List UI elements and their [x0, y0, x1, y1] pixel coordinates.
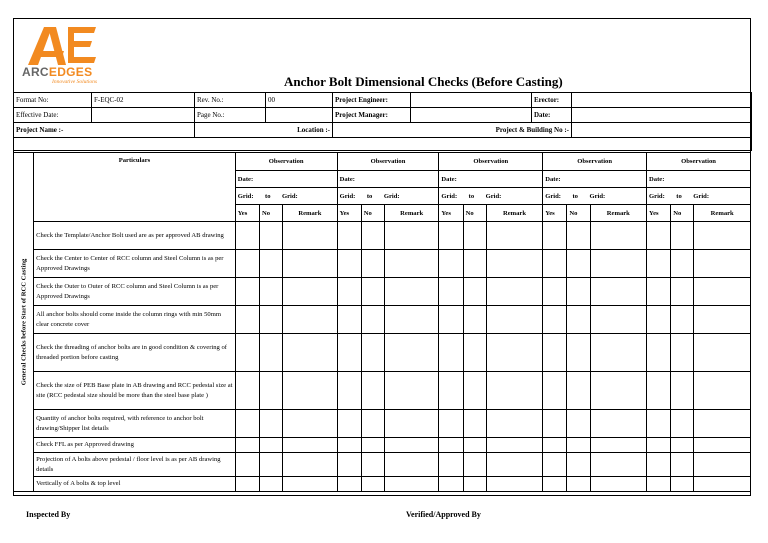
no-cell[interactable] [671, 372, 694, 410]
remark-header: Remark [384, 205, 438, 222]
no-cell[interactable] [259, 278, 282, 306]
remark-cell[interactable] [283, 222, 337, 250]
observation-header: Observation [439, 153, 543, 171]
yes-cell[interactable] [647, 222, 671, 250]
yes-cell[interactable] [337, 438, 361, 453]
check-row [14, 278, 751, 306]
remark-cell[interactable] [590, 250, 646, 278]
remark-cell[interactable] [283, 278, 337, 306]
remark-cell[interactable] [486, 222, 542, 250]
yes-cell[interactable] [647, 250, 671, 278]
remark-cell[interactable] [486, 438, 542, 453]
remark-cell[interactable] [486, 477, 542, 492]
yes-header: Yes [337, 205, 361, 222]
check-description: Check the threading of anchor bolts are in good condition & covering of threaded portion before casting [34, 334, 236, 372]
remark-cell[interactable] [694, 410, 751, 438]
yes-cell[interactable] [647, 477, 671, 492]
remark-cell[interactable] [590, 453, 646, 477]
yes-cell[interactable] [543, 438, 567, 453]
observation-date[interactable]: Date: [647, 171, 751, 188]
remark-cell[interactable] [384, 250, 438, 278]
yes-cell[interactable] [235, 410, 259, 438]
yes-cell[interactable] [337, 453, 361, 477]
observation-date[interactable]: Date: [439, 171, 543, 188]
yes-cell[interactable] [337, 410, 361, 438]
check-description: Check the Template/Anchor Bolt used are as per approved AB drawing [34, 222, 236, 250]
no-cell[interactable] [567, 222, 590, 250]
no-cell[interactable] [567, 250, 590, 278]
yes-cell[interactable] [439, 278, 463, 306]
no-cell[interactable] [567, 438, 590, 453]
yes-cell[interactable] [543, 334, 567, 372]
observation-grid[interactable] [235, 188, 337, 205]
format-no-value: F-EQC-02 [92, 93, 195, 108]
check-description: Check the Outer to Outer of RCC column and Steel Column is as per Approved Drawings [34, 278, 236, 306]
manager-date-label: Date: [532, 108, 572, 123]
yes-header: Yes [543, 205, 567, 222]
grid-range [238, 193, 298, 200]
no-header: No [463, 205, 486, 222]
erector-label: Erector: [532, 93, 572, 108]
no-header: No [671, 205, 694, 222]
no-cell[interactable] [671, 453, 694, 477]
no-cell[interactable] [671, 306, 694, 334]
check-description: Check the size of PEB Base plate in AB drawing and RCC pedestal size at site (RCC pedestal size should be more than the steel base plate ) [34, 372, 236, 410]
side-label: General Checks before Start of RCC Casting [20, 258, 28, 386]
manager-date-field[interactable] [572, 108, 752, 123]
company-logo [14, 19, 144, 91]
no-cell[interactable] [671, 477, 694, 492]
yes-cell[interactable] [235, 453, 259, 477]
yes-header: Yes [647, 205, 671, 222]
project-name-label: Project Name :- [14, 123, 195, 138]
grid-end-label: Grid: [693, 192, 710, 200]
remark-header: Remark [590, 205, 646, 222]
no-cell[interactable] [361, 453, 384, 477]
inspected-by-label: Inspected By [26, 510, 71, 519]
remark-cell[interactable] [694, 438, 751, 453]
effective-date-label: Effective Date: [14, 108, 92, 123]
check-description: Projection of A bolts above pedestal / floor level is as per AB drawing details [34, 453, 236, 477]
no-cell[interactable] [671, 438, 694, 453]
yes-cell[interactable] [235, 438, 259, 453]
check-description: Vertically of A bolts & top level [34, 477, 236, 492]
remark-cell[interactable] [694, 453, 751, 477]
yes-cell[interactable] [543, 410, 567, 438]
no-cell[interactable] [361, 438, 384, 453]
grid-to-label: to [676, 192, 682, 200]
remark-cell[interactable] [486, 334, 542, 372]
observation-date[interactable]: Date: [543, 171, 647, 188]
remark-cell[interactable] [590, 410, 646, 438]
grid-range [649, 193, 709, 200]
no-cell[interactable] [259, 250, 282, 278]
yes-cell[interactable] [439, 438, 463, 453]
no-cell[interactable] [463, 278, 486, 306]
yes-cell[interactable] [543, 278, 567, 306]
no-cell[interactable] [463, 306, 486, 334]
remark-cell[interactable] [694, 250, 751, 278]
no-cell[interactable] [361, 250, 384, 278]
no-cell[interactable] [259, 222, 282, 250]
no-cell[interactable] [567, 410, 590, 438]
yes-cell[interactable] [543, 453, 567, 477]
spacer-row [14, 138, 752, 151]
no-header: No [361, 205, 384, 222]
no-cell[interactable] [567, 453, 590, 477]
observation-header: Observation [543, 153, 647, 171]
no-cell[interactable] [567, 306, 590, 334]
remark-cell[interactable] [384, 410, 438, 438]
remark-cell[interactable] [486, 453, 542, 477]
check-row [14, 438, 751, 453]
yes-cell[interactable] [235, 477, 259, 492]
remark-cell[interactable] [384, 372, 438, 410]
no-cell[interactable] [463, 334, 486, 372]
observation-grid[interactable] [337, 188, 439, 205]
remark-cell[interactable] [283, 438, 337, 453]
yes-cell[interactable] [439, 372, 463, 410]
grid-from-label: Grid: [545, 192, 561, 200]
no-header: No [567, 205, 590, 222]
checks-table [13, 152, 751, 492]
yes-cell[interactable] [543, 250, 567, 278]
remark-cell[interactable] [694, 278, 751, 306]
no-cell[interactable] [259, 477, 282, 492]
no-cell[interactable] [671, 410, 694, 438]
remark-cell[interactable] [384, 453, 438, 477]
yes-cell[interactable] [337, 278, 361, 306]
page-no-field[interactable] [266, 108, 333, 123]
format-no-label: Format No: [14, 93, 92, 108]
remark-cell[interactable] [384, 477, 438, 492]
grid-to-label: to [572, 192, 578, 200]
observation-grid[interactable] [439, 188, 543, 205]
check-description: Quantity of anchor bolts required, with reference to anchor bolt drawing/Shipper list details [34, 410, 236, 438]
remark-cell[interactable] [486, 278, 542, 306]
observation-header: Observation [235, 153, 337, 171]
project-engineer-field[interactable] [411, 93, 532, 108]
yes-cell[interactable] [235, 278, 259, 306]
grid-end-label: Grid: [485, 192, 502, 200]
remark-cell[interactable] [283, 334, 337, 372]
form-sheet [13, 18, 751, 496]
check-row [14, 372, 751, 410]
remark-cell[interactable] [384, 438, 438, 453]
logo-wordmark [22, 65, 92, 79]
remark-cell[interactable] [590, 278, 646, 306]
observation-header: Observation [647, 153, 751, 171]
yes-cell[interactable] [337, 477, 361, 492]
observation-grid[interactable] [543, 188, 647, 205]
grid-from-label: Grid: [649, 192, 665, 200]
remark-cell[interactable] [283, 453, 337, 477]
no-cell[interactable] [463, 410, 486, 438]
check-row [14, 222, 751, 250]
no-cell[interactable] [361, 222, 384, 250]
yes-cell[interactable] [647, 278, 671, 306]
yes-cell[interactable] [439, 306, 463, 334]
rev-no-label: Rev. No.: [195, 93, 266, 108]
yes-cell[interactable] [647, 372, 671, 410]
observation-header: Observation [337, 153, 439, 171]
yes-cell[interactable] [337, 222, 361, 250]
project-building-field[interactable] [572, 123, 752, 138]
location-label: Location :- [195, 123, 333, 138]
remark-cell[interactable] [590, 372, 646, 410]
no-cell[interactable] [671, 334, 694, 372]
remark-cell[interactable] [590, 222, 646, 250]
info-table [13, 92, 752, 151]
project-manager-field[interactable] [411, 108, 532, 123]
no-cell[interactable] [361, 306, 384, 334]
grid-from-label: Grid: [237, 192, 254, 200]
yes-cell[interactable] [543, 372, 567, 410]
no-cell[interactable] [259, 306, 282, 334]
side-label-cell [14, 153, 34, 492]
grid-range [545, 193, 605, 200]
project-building-label: Project & Building No :- [333, 123, 572, 138]
document-title: Anchor Bolt Dimensional Checks (Before Casting) [284, 74, 563, 89]
remark-cell[interactable] [486, 372, 542, 410]
grid-to-label: to [265, 192, 271, 200]
yes-cell[interactable] [337, 334, 361, 372]
no-cell[interactable] [567, 372, 590, 410]
remark-cell[interactable] [590, 306, 646, 334]
remark-cell[interactable] [590, 438, 646, 453]
logo-edges: EDGES [48, 65, 93, 79]
remark-header: Remark [283, 205, 337, 222]
no-cell[interactable] [259, 410, 282, 438]
yes-cell[interactable] [439, 477, 463, 492]
rev-no-value: 00 [266, 93, 333, 108]
no-cell[interactable] [361, 477, 384, 492]
no-cell[interactable] [361, 334, 384, 372]
yes-cell[interactable] [337, 250, 361, 278]
yes-cell[interactable] [647, 438, 671, 453]
yes-cell[interactable] [235, 222, 259, 250]
check-row [14, 453, 751, 477]
yes-cell[interactable] [543, 477, 567, 492]
effective-date-field[interactable] [92, 108, 195, 123]
remark-cell[interactable] [283, 477, 337, 492]
remark-cell[interactable] [283, 372, 337, 410]
check-row [14, 306, 751, 334]
no-cell[interactable] [567, 278, 590, 306]
particulars-header: Particulars [34, 153, 236, 222]
remark-cell[interactable] [384, 278, 438, 306]
yes-cell[interactable] [337, 306, 361, 334]
yes-cell[interactable] [439, 453, 463, 477]
remark-cell[interactable] [694, 222, 751, 250]
yes-cell[interactable] [439, 334, 463, 372]
no-cell[interactable] [259, 372, 282, 410]
check-description: All anchor bolts should come inside the column rings with min 50mm clear concrete cover [34, 306, 236, 334]
grid-to-label: to [366, 192, 373, 200]
check-row [14, 334, 751, 372]
check-row [14, 250, 751, 278]
no-cell[interactable] [671, 222, 694, 250]
yes-cell[interactable] [439, 250, 463, 278]
yes-header: Yes [235, 205, 259, 222]
grid-from-label: Grid: [339, 192, 356, 200]
grid-end-label: Grid: [282, 192, 298, 200]
yes-cell[interactable] [337, 372, 361, 410]
yes-cell[interactable] [235, 372, 259, 410]
header-row [14, 153, 751, 171]
remark-cell[interactable] [283, 250, 337, 278]
remark-cell[interactable] [486, 250, 542, 278]
grid-from-label: Grid: [441, 192, 458, 200]
erector-field[interactable] [572, 93, 752, 108]
no-cell[interactable] [259, 334, 282, 372]
yes-cell[interactable] [647, 334, 671, 372]
no-cell[interactable] [259, 438, 282, 453]
check-row [14, 410, 751, 438]
observation-date[interactable]: Date: [337, 171, 439, 188]
logo-arc: ARC [22, 65, 49, 79]
verified-by-label: Verified/Approved By [406, 510, 481, 519]
grid-end-label: Grid: [383, 192, 400, 200]
check-description: Check FFL as per Approved drawing [34, 438, 236, 453]
yes-cell[interactable] [647, 306, 671, 334]
no-header: No [259, 205, 282, 222]
remark-cell[interactable] [384, 334, 438, 372]
no-cell[interactable] [463, 250, 486, 278]
grid-end-label: Grid: [589, 192, 606, 200]
project-manager-label: Project Manager: [333, 108, 411, 123]
no-cell[interactable] [259, 453, 282, 477]
project-engineer-label: Project Engineer: [333, 93, 411, 108]
no-cell[interactable] [463, 372, 486, 410]
yes-header: Yes [439, 205, 463, 222]
remark-cell[interactable] [384, 306, 438, 334]
remark-cell[interactable] [283, 410, 337, 438]
remark-header: Remark [694, 205, 751, 222]
grid-range [441, 193, 501, 200]
remark-cell[interactable] [694, 334, 751, 372]
remark-cell[interactable] [486, 306, 542, 334]
no-cell[interactable] [361, 372, 384, 410]
yes-cell[interactable] [647, 453, 671, 477]
yes-cell[interactable] [647, 410, 671, 438]
remark-header: Remark [486, 205, 542, 222]
yes-cell[interactable] [543, 222, 567, 250]
remark-cell[interactable] [590, 334, 646, 372]
yes-cell[interactable] [543, 306, 567, 334]
no-cell[interactable] [671, 250, 694, 278]
no-cell[interactable] [567, 477, 590, 492]
logo-mark-icon [20, 21, 100, 67]
yes-cell[interactable] [235, 250, 259, 278]
no-cell[interactable] [463, 438, 486, 453]
remark-cell[interactable] [694, 306, 751, 334]
no-cell[interactable] [361, 410, 384, 438]
no-cell[interactable] [463, 477, 486, 492]
observation-grid[interactable] [647, 188, 751, 205]
logo-tagline: Innovative Solutions [52, 79, 98, 85]
remark-cell[interactable] [694, 372, 751, 410]
yes-cell[interactable] [439, 410, 463, 438]
observation-date[interactable]: Date: [235, 171, 337, 188]
check-description: Check the Center to Center of RCC column and Steel Column is as per Approved Drawings [34, 250, 236, 278]
no-cell[interactable] [463, 453, 486, 477]
remark-cell[interactable] [486, 410, 542, 438]
yes-cell[interactable] [235, 306, 259, 334]
remark-cell[interactable] [694, 477, 751, 492]
remark-cell[interactable] [283, 306, 337, 334]
check-row [14, 477, 751, 492]
remark-cell[interactable] [590, 477, 646, 492]
no-cell[interactable] [671, 278, 694, 306]
no-cell[interactable] [567, 334, 590, 372]
grid-to-label: to [468, 192, 475, 200]
page-no-label: Page No.: [195, 108, 266, 123]
grid-range [340, 193, 400, 200]
yes-cell[interactable] [439, 222, 463, 250]
no-cell[interactable] [361, 278, 384, 306]
yes-cell[interactable] [235, 334, 259, 372]
no-cell[interactable] [463, 222, 486, 250]
remark-cell[interactable] [384, 222, 438, 250]
